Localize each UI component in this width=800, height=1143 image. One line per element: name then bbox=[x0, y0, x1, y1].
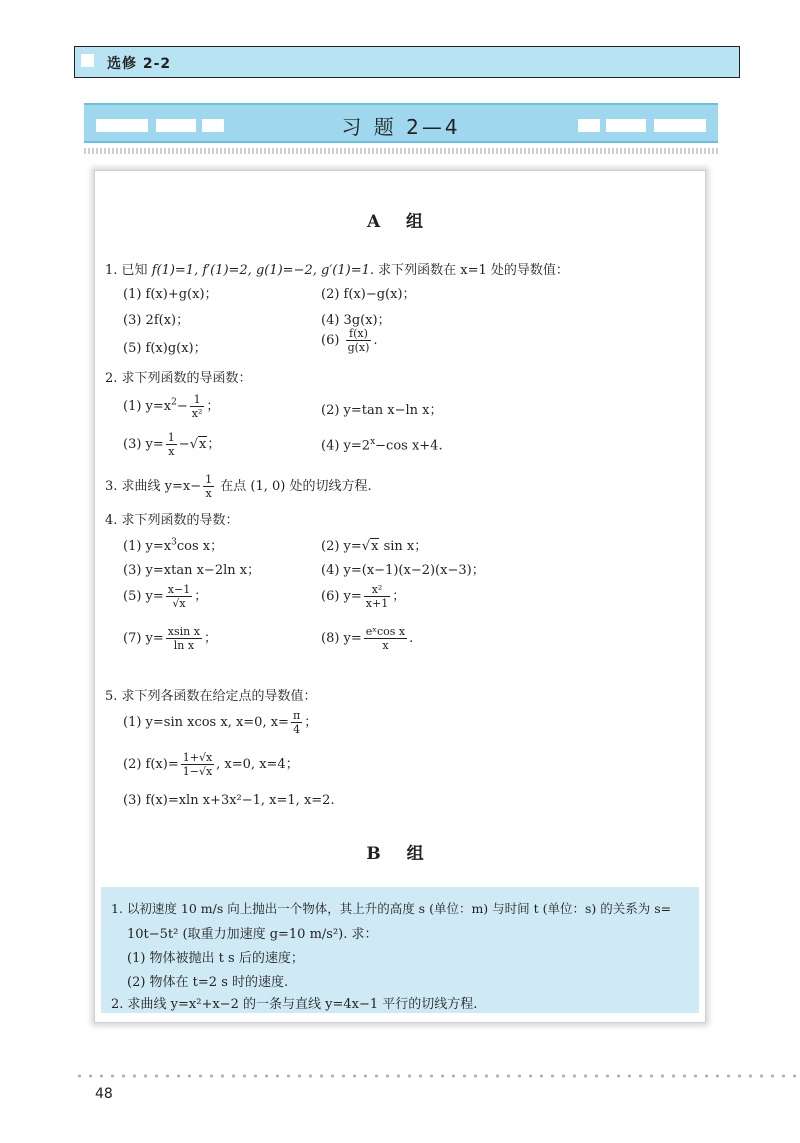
q3-a: 3. 求曲线 y=x− bbox=[105, 479, 202, 494]
section-header-bar bbox=[74, 46, 740, 78]
group-a-heading: A 组 bbox=[366, 212, 434, 232]
q5-part-3: (3) f(x)=xln x+3x²−1, x=1, x=2. bbox=[123, 793, 335, 808]
radicand: x bbox=[199, 437, 207, 452]
q2-part-3: (3) y= $\frac{1}{x}$ −√x； bbox=[123, 431, 221, 458]
q5-stem: 5. 求下列各函数在给定点的导数值： bbox=[105, 689, 317, 704]
q4-p6-a: (6) y= bbox=[321, 589, 362, 604]
title-stripe-bottom bbox=[84, 141, 718, 143]
q2-p1-tail: ； bbox=[206, 399, 220, 414]
fraction bbox=[291, 709, 302, 736]
exercise-title-band bbox=[84, 103, 718, 143]
fraction bbox=[346, 327, 372, 354]
q2-stem: 2. 求下列函数的导函数： bbox=[105, 371, 252, 386]
b-q1-line1: 1. 以初速度 10 m/s 向上抛出一个物体，其上升的高度 s (单位：m) 与时间 t (单位：s) 的关系为 s= bbox=[111, 901, 672, 916]
q4-p2-b: sin x； bbox=[379, 539, 428, 554]
q3-stem bbox=[105, 473, 372, 500]
fraction-numerator: x−1 bbox=[167, 583, 191, 596]
q1-condition: f(1)=1, f′(1)=2, g(1)=−2, g′(1)=1 bbox=[151, 263, 370, 278]
fraction bbox=[166, 431, 177, 458]
q1-prefix: 1. 已知 bbox=[105, 263, 148, 278]
exercise-card bbox=[94, 170, 706, 1023]
radicand: x bbox=[371, 539, 379, 554]
fraction-denominator: x² bbox=[191, 407, 203, 420]
q5-part-1 bbox=[123, 709, 317, 736]
q2-p1-a: (1) y=x bbox=[123, 399, 172, 414]
fraction-numerator: π bbox=[292, 709, 301, 722]
q5-p2-b: , x=0, x=4； bbox=[216, 757, 299, 772]
q4-p1-b: cos x； bbox=[176, 539, 224, 554]
fraction-denominator: x bbox=[382, 639, 389, 652]
fraction bbox=[190, 393, 205, 420]
b-q2: 2. 求曲线 y=x²+x−2 的一条与直线 y=4x−1 平行的切线方程. bbox=[111, 997, 478, 1012]
q4-p8-tail: . bbox=[409, 631, 414, 646]
fraction-denominator: g(x) bbox=[347, 341, 370, 354]
fraction bbox=[166, 625, 202, 652]
q4-part-1 bbox=[123, 535, 223, 554]
fraction-denominator: 1−√x bbox=[182, 765, 213, 778]
fraction bbox=[364, 583, 390, 610]
q1-stem bbox=[105, 259, 569, 278]
q2-p3-a: (3) y= bbox=[123, 437, 164, 452]
fraction-numerator: 1 bbox=[167, 431, 175, 444]
fraction-denominator: x bbox=[205, 487, 212, 500]
fraction-numerator: f(x) bbox=[346, 327, 372, 341]
q1-p6-label: (6) bbox=[321, 333, 340, 348]
q1-part: (4) 3g(x)； bbox=[321, 313, 391, 328]
q4-part-5 bbox=[123, 583, 207, 610]
exponent: 2 bbox=[171, 397, 177, 408]
q5-part-2 bbox=[123, 751, 299, 778]
q4-part-8 bbox=[321, 625, 413, 652]
page-number: 48 bbox=[95, 1086, 113, 1102]
fraction bbox=[181, 751, 214, 778]
q2-p3-tail: ； bbox=[207, 437, 221, 452]
q1-suffix: . 求下列函数在 x=1 处的导数值： bbox=[369, 263, 569, 278]
q4-p7-tail: ； bbox=[203, 631, 217, 646]
q4-part-7 bbox=[123, 625, 217, 652]
q2-p4-b: −cos x+4. bbox=[375, 438, 443, 454]
title-shadow-line bbox=[84, 148, 718, 154]
q1-part: (2) f(x)−g(x)； bbox=[321, 287, 416, 302]
q5-p1-a: (1) y=sin xcos x, x=0, x= bbox=[123, 715, 289, 730]
q2-p1-b: − bbox=[176, 399, 188, 414]
section-label: 选修 2-2 bbox=[107, 56, 172, 72]
q3-b: 在点 (1, 0) 处的切线方程. bbox=[216, 479, 372, 494]
b-q1-part-1: (1) 物体被抛出 t s 后的速度； bbox=[127, 951, 304, 966]
q5-p2-a: (2) f(x)= bbox=[123, 757, 179, 772]
fraction-denominator: ln x bbox=[173, 639, 195, 652]
q2-p4-a: (4) y=2 bbox=[321, 438, 371, 454]
q4-p7-a: (7) y= bbox=[123, 631, 164, 646]
footer-dot-line bbox=[74, 1073, 800, 1079]
q4-part-3: (3) y=xtan x−2ln x； bbox=[123, 563, 261, 578]
exponent: x bbox=[370, 437, 376, 447]
q4-part-2: (2) y=√x sin x； bbox=[321, 539, 428, 554]
q1-part: (5) f(x)g(x)； bbox=[123, 341, 207, 356]
q4-p6-tail: ； bbox=[392, 589, 406, 604]
exponent: 3 bbox=[171, 537, 177, 548]
fraction bbox=[364, 625, 407, 652]
fraction-numerator: 1+√x bbox=[182, 751, 213, 764]
fraction-numerator: 1 bbox=[190, 393, 205, 407]
title-stripe-top bbox=[84, 103, 718, 105]
fraction-denominator: √x bbox=[172, 597, 186, 610]
q4-part-4: (4) y=(x−1)(x−2)(x−3)； bbox=[321, 563, 485, 578]
b-q1-part-2: (2) 物体在 t=2 s 时的速度. bbox=[127, 975, 289, 990]
q4-p5-a: (5) y= bbox=[123, 589, 164, 604]
header-square-marker bbox=[81, 54, 94, 67]
fraction-numerator: eˣcos x bbox=[365, 625, 406, 638]
group-b-box bbox=[101, 887, 699, 1013]
fraction-numerator: 1 bbox=[205, 473, 213, 486]
q4-stem: 4. 求下列函数的导数： bbox=[105, 513, 239, 528]
b-q1-line2: 10t−5t² (取重力加速度 g=10 m/s²). 求： bbox=[127, 927, 378, 942]
q4-p8-a: (8) y= bbox=[321, 631, 362, 646]
fraction-denominator: 4 bbox=[293, 723, 301, 736]
q4-p5-tail: ； bbox=[194, 589, 208, 604]
q2-part-2: (2) y=tan x−ln x； bbox=[321, 403, 443, 418]
q4-p2-a: (2) y= bbox=[321, 539, 362, 554]
q1-part: (3) 2f(x)； bbox=[123, 313, 190, 328]
fraction-numerator: x² bbox=[364, 583, 390, 597]
exercise-title: 习 题 2—4 bbox=[341, 115, 461, 139]
fraction-denominator: x+1 bbox=[365, 597, 389, 610]
fraction-numerator: xsin x bbox=[167, 625, 200, 638]
q1-part-6 bbox=[321, 327, 378, 354]
fraction-denominator: x bbox=[168, 445, 175, 458]
q1-p6-tail: . bbox=[373, 333, 378, 348]
q5-p1-tail: ； bbox=[304, 715, 318, 730]
fraction bbox=[166, 583, 192, 610]
fraction bbox=[203, 473, 214, 500]
q2-part-1 bbox=[123, 393, 219, 420]
group-b-heading: B 组 bbox=[366, 844, 434, 864]
q1-part: (1) f(x)+g(x)； bbox=[123, 287, 218, 302]
q2-part-4 bbox=[321, 437, 443, 453]
q4-p1-a: (1) y=x bbox=[123, 539, 172, 554]
q4-part-6 bbox=[321, 583, 405, 610]
q2-p3-b: − bbox=[178, 437, 190, 452]
